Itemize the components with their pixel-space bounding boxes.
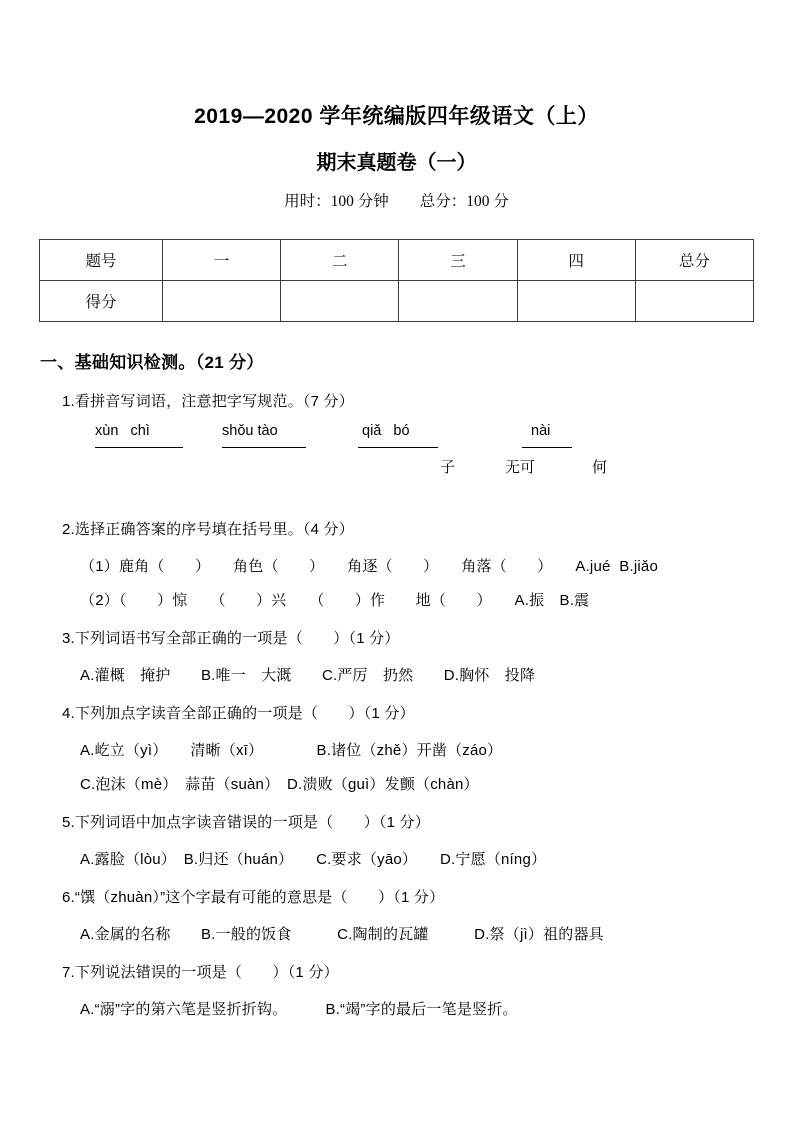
score-table-header-2: 二 [281,239,399,280]
question-1-prompt: 1.看拼音写词语，注意把字写规范。（7 分） [62,392,354,410]
answer-blank-1[interactable] [95,447,183,448]
score-cell-2[interactable] [281,280,399,321]
question-6-options[interactable]: A.金属的名称 B.一般的饭食 C.陶制的瓦罐 D.祭（jì）祖的器具 [80,925,604,943]
pinyin-label-2: shǒu tào [222,422,278,439]
question-4-options-line-2[interactable]: C.泡沫（mè） 蒜苗（suàn） D.溃败（guì）发颤（chàn） [80,775,479,793]
page-title: 2019—2020 学年统编版四年级语文（上） [194,105,599,128]
question-7-prompt: 7.下列说法错误的一项是（ ）（1 分） [62,963,339,981]
hanzi-hint-2: 无可 [505,458,536,476]
question-3-prompt: 3.下列词语书写全部正确的一项是（ ）（1 分） [62,629,400,647]
hanzi-hint-1: 子 [440,458,456,476]
question-3-options[interactable]: A.灌概 掩护 B.唯一 大溉 C.严厉 扔然 D.胸怀 投降 [80,666,536,684]
table-row [40,239,754,280]
score-cell-3[interactable] [399,280,517,321]
question-7-options[interactable]: A.“溺”字的第六笔是竖折折钩。 B.“竭”字的最后一笔是竖折。 [80,1000,518,1018]
table-row [40,280,754,321]
pinyin-label-4: nài [531,422,551,439]
score-cell-1[interactable] [163,280,281,321]
pinyin-label-1: xùn chì [95,422,150,439]
score-table-header-1: 一 [163,239,281,280]
pinyin-label-3: qiǎ bó [362,422,410,439]
score-table [39,239,754,322]
score-table-row-label: 得分 [40,280,163,321]
hanzi-hint-3: 何 [592,458,608,476]
score-table-header-total: 总分 [635,239,753,280]
score-table-header-4: 四 [517,239,635,280]
question-5-options[interactable]: A.露脸（lòu） B.归还（huán） C.要求（yāo） D.宁愿（níng） [80,850,547,868]
question-4-prompt: 4.下列加点字读音全部正确的一项是（ ）（1 分） [62,704,415,722]
answer-blank-2[interactable] [222,447,306,448]
question-6-prompt: 6.“馔（zhuàn）”这个字最有可能的意思是（ ）（1 分） [62,888,445,906]
question-4-options-line-1[interactable]: A.屹立（yì） 清晰（xī） B.诸位（zhě）开凿（záo） [80,741,503,759]
score-cell-total[interactable] [635,280,753,321]
score-table-row-label: 题号 [40,239,163,280]
answer-blank-3[interactable] [358,447,438,448]
pinyin-writing-exercise [0,411,793,501]
score-cell-4[interactable] [517,280,635,321]
answer-blank-4[interactable] [522,447,572,448]
section-heading-1: 一、基础知识检测。（21 分） [40,352,264,372]
question-2-line-2[interactable]: （2）（ ）惊 （ ）兴 （ ）作 地（ ） A.振 B.震 [80,591,590,609]
score-table-container [0,212,793,322]
question-2-line-1[interactable]: （1）鹿角（ ） 角色（ ） 角逐（ ） 角落（ ） A.jué B.jiǎo [80,557,658,575]
score-table-header-3: 三 [399,239,517,280]
question-5-prompt: 5.下列词语中加点字读音错误的一项是（ ）（1 分） [62,813,430,831]
page-subtitle: 期末真题卷（一） [316,152,477,175]
question-2-prompt: 2.选择正确答案的序号填在括号里。（4 分） [62,520,354,538]
exam-info: 用时：100 分钟 总分：100 分 [284,193,509,211]
